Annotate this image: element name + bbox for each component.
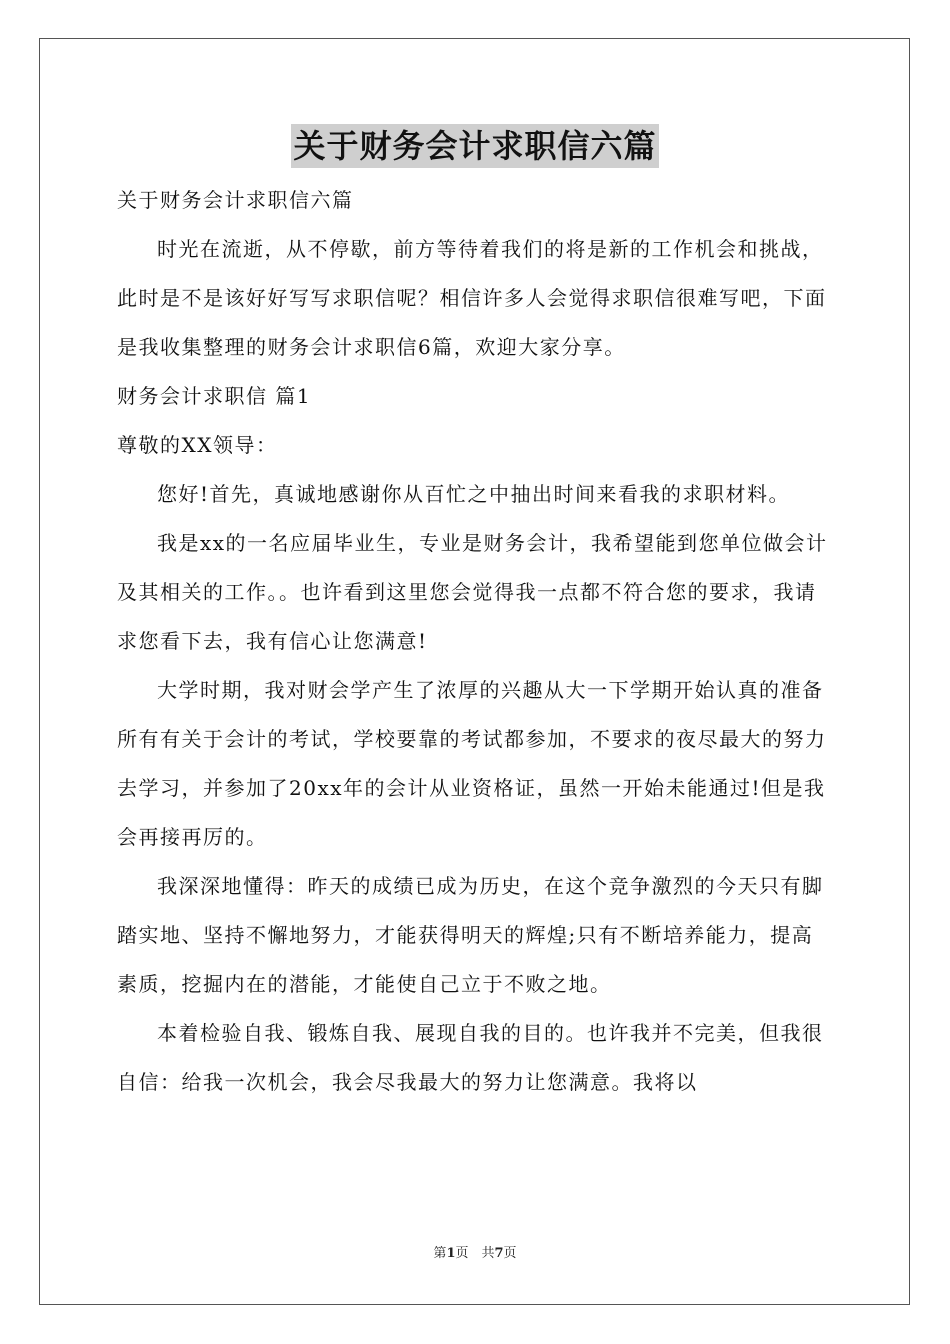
body-paragraph: 我是xx的一名应届毕业生，专业是财务会计，我希望能到您单位做会计及其相关的工作。。也许看到这里您会觉得我一点都不符合您的要求，我请求您看下去，我有信心让您满意! (117, 531, 828, 653)
body-paragraph: 我深深地懂得：昨天的成绩已成为历史，在这个竞争激烈的今天只有脚踏实地、坚持不懈地努力，才能获得明天的辉煌;只有不断培养能力，提高素质，挖掘内在的潜能，才能使自己立于不败之地。 (117, 874, 824, 996)
footer-suffix: 页 (503, 1246, 517, 1261)
document-title: 关于财务会计求职信六篇 (291, 124, 658, 168)
footer-total-pages: 7 (494, 1246, 504, 1261)
body-paragraph: 本着检验自我、锻炼自我、展现自我的目的。也许我并不完美，但我很自信：给我一次机会，我会尽我最大的努力让您满意。我将以 (117, 1021, 824, 1094)
body-paragraph: 大学时期，我对财会学产生了浓厚的兴趣从大一下学期开始认真的准备所有有关于会计的考试，学校要靠的考试都参加，不要求的夜尽最大的努力去学习，并参加了20xx年的会计从业资格证，虽然一开始未能通过!但是我会再接再厉的。 (117, 678, 827, 849)
document-body (117, 176, 832, 1107)
footer-mid: 页 共 (455, 1246, 495, 1261)
body-paragraph: 尊敬的XX领导： (117, 433, 278, 457)
body-paragraph: 财务会计求职信 篇1 (117, 384, 312, 408)
footer-page-number: 1 (446, 1246, 456, 1261)
body-paragraph: 您好!首先，真诚地感谢你从百忙之中抽出时间来看我的求职材料。 (157, 482, 791, 506)
footer-prefix: 第 (433, 1246, 447, 1261)
body-paragraph: 关于财务会计求职信六篇 (117, 188, 354, 212)
page-footer (0, 1245, 950, 1263)
body-paragraph: 时光在流逝，从不停歇，前方等待着我们的将是新的工作机会和挑战，此时是不是该好好写写求职信呢？相信许多人会觉得求职信很难写吧，下面是我收集整理的财务会计求职信6篇，欢迎大家分享。 (117, 237, 827, 359)
title-container (0, 124, 950, 168)
